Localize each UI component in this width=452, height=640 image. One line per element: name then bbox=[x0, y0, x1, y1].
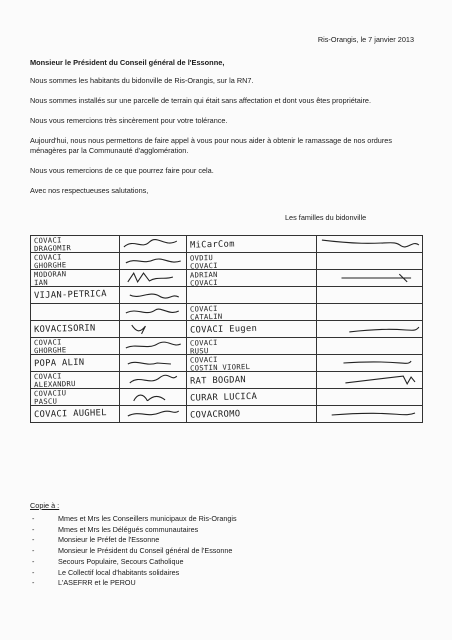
signature-cell bbox=[119, 338, 187, 355]
paragraph-5: Nous vous remercions de ce que pourrez faire pour cela. bbox=[30, 166, 214, 175]
signature-cell bbox=[317, 372, 423, 389]
signature-row bbox=[31, 389, 423, 406]
signature-mark bbox=[120, 389, 187, 405]
family-name-cell bbox=[187, 253, 317, 270]
copies-item: - Secours Populaire, Secours Catholique bbox=[30, 557, 237, 568]
copies-item: - Monsieur le Président du Conseil général de l'Essonne bbox=[30, 546, 237, 557]
handwritten-name: COVACIU PASCU bbox=[33, 388, 67, 407]
handwritten-name: POPA ALIN bbox=[33, 357, 85, 370]
signature-cell bbox=[119, 236, 187, 253]
letter-addressee: Monsieur le Président du Conseil général de l'Essonne, bbox=[30, 58, 225, 67]
paragraph-6: Avec nos respectueuses salutations, bbox=[30, 186, 149, 195]
signature-row bbox=[31, 355, 423, 372]
signature-row bbox=[31, 338, 423, 355]
signature-mark bbox=[120, 355, 187, 371]
handwritten-name: COVACI GHORGHE bbox=[33, 337, 67, 356]
signature-mark bbox=[120, 338, 187, 354]
family-name-cell bbox=[187, 270, 317, 287]
signature-mark bbox=[317, 406, 422, 422]
handwritten-name: OVDIU COVACI bbox=[190, 253, 219, 271]
family-name-cell bbox=[31, 304, 120, 321]
handwritten-name: KOVACISORIN bbox=[33, 323, 96, 336]
copies-item: - Mmes et Mrs les Conseillers municipaux de Ris-Orangis bbox=[30, 514, 237, 525]
handwritten-name: MODORAN IAN bbox=[33, 269, 67, 288]
signature-mark bbox=[317, 321, 422, 337]
signature-mark bbox=[120, 287, 187, 303]
family-name-cell bbox=[31, 355, 120, 372]
signature-mark bbox=[120, 236, 187, 252]
signature-row bbox=[31, 270, 423, 287]
family-name-cell bbox=[31, 287, 120, 304]
paragraph-1: Nous sommes les habitants du bidonville de Ris-Orangis, sur la RN7. bbox=[30, 76, 254, 85]
family-name-cell bbox=[31, 372, 120, 389]
handwritten-name: COVACI ALEXANDRU bbox=[33, 371, 76, 390]
handwritten-name bbox=[31, 311, 119, 313]
signature-mark bbox=[317, 270, 422, 286]
handwritten-name: COVACI COSTIN VIOREL bbox=[190, 354, 251, 373]
signature-mark bbox=[317, 372, 422, 388]
signature-cell bbox=[317, 406, 423, 423]
family-name-cell bbox=[187, 304, 317, 321]
copies-list bbox=[30, 514, 237, 589]
family-name-cell bbox=[187, 372, 317, 389]
copies-item: - L'ASEFRR et le PEROU bbox=[30, 578, 237, 589]
handwritten-name: CURAR LUCICA bbox=[190, 391, 258, 404]
handwritten-name: COVACI RUSU bbox=[190, 337, 219, 356]
signature-cell bbox=[317, 236, 423, 253]
family-name-cell bbox=[187, 355, 317, 372]
handwritten-name: MiCarCom bbox=[190, 239, 236, 251]
handwritten-name: COVACI Eugen bbox=[190, 323, 258, 336]
signature-cell bbox=[317, 338, 423, 355]
signature-mark bbox=[317, 236, 422, 252]
signatories-label: Les familles du bidonville bbox=[285, 213, 367, 222]
copies-title: Copie à : bbox=[30, 501, 60, 510]
signature-mark bbox=[120, 304, 187, 320]
signature-mark bbox=[120, 372, 187, 388]
copies-item: - Le Collectif local d'habitants solidaires bbox=[30, 568, 237, 579]
signature-cell bbox=[119, 304, 187, 321]
handwritten-name: COVACI CATALIN bbox=[190, 303, 223, 322]
handwritten-name: COVACI AUGHEL bbox=[33, 408, 107, 421]
signature-mark bbox=[317, 355, 422, 371]
family-name-cell bbox=[31, 236, 120, 253]
signature-table bbox=[30, 235, 423, 423]
signature-cell bbox=[317, 389, 423, 406]
paragraph-2: Nous sommes installés sur une parcelle de terrain qui était sans affectation et dont vous êtes propriétaire. bbox=[30, 96, 371, 105]
family-name-cell bbox=[187, 321, 317, 338]
signature-row bbox=[31, 406, 423, 423]
signature-mark bbox=[120, 270, 187, 286]
signature-cell bbox=[119, 389, 187, 406]
signature-mark bbox=[120, 321, 187, 337]
letter-date: Ris-Orangis, le 7 janvier 2013 bbox=[317, 35, 414, 44]
family-name-cell bbox=[31, 270, 120, 287]
family-name-cell bbox=[187, 389, 317, 406]
family-name-cell bbox=[31, 389, 120, 406]
handwritten-name: COVACI GHORGHE bbox=[33, 252, 67, 271]
family-name-cell bbox=[31, 406, 120, 423]
paragraph-4: Aujourd'hui, nous nous permettons de faire appel à vous pour nous aider à obtenir le ramassage de nos ordures ménagères par la Communauté d'agglomération. bbox=[30, 136, 393, 155]
family-name-cell bbox=[31, 321, 120, 338]
family-name-cell bbox=[187, 287, 317, 304]
signature-cell bbox=[119, 287, 187, 304]
signature-cell bbox=[119, 355, 187, 372]
handwritten-name: VIJAN-PETRICA bbox=[33, 289, 107, 302]
copies-item: - Monsieur le Préfet de l'Essonne bbox=[30, 535, 237, 546]
handwritten-name bbox=[187, 293, 316, 296]
handwritten-name: COVACI DRAGOMIR bbox=[33, 235, 72, 254]
handwritten-name: ADRIAN COVACI bbox=[190, 269, 219, 288]
signature-cell bbox=[119, 270, 187, 287]
copies-item: - Mmes et Mrs les Délégués communautaires bbox=[30, 525, 237, 536]
signature-cell bbox=[317, 304, 423, 321]
signature-mark bbox=[120, 406, 187, 422]
signature-cell bbox=[317, 253, 423, 270]
handwritten-name: RAT BOGDAN bbox=[190, 375, 247, 387]
paragraph-3: Nous vous remercions très sincèrement pour votre tolérance. bbox=[30, 116, 228, 125]
family-name-cell bbox=[31, 253, 120, 270]
family-name-cell bbox=[187, 338, 317, 355]
signature-cell bbox=[317, 287, 423, 304]
signature-cell bbox=[119, 321, 187, 338]
signature-row bbox=[31, 321, 423, 338]
handwritten-name: COVACROMO bbox=[190, 409, 241, 421]
signature-row bbox=[31, 236, 423, 253]
signature-row bbox=[31, 287, 423, 304]
family-name-cell bbox=[187, 236, 317, 253]
signature-row bbox=[31, 304, 423, 321]
signature-cell bbox=[317, 270, 423, 287]
signature-mark bbox=[120, 253, 187, 269]
signature-cell bbox=[317, 321, 423, 338]
signature-row bbox=[31, 253, 423, 270]
family-name-cell bbox=[187, 406, 317, 423]
signature-cell bbox=[317, 355, 423, 372]
signature-row bbox=[31, 372, 423, 389]
signature-cell bbox=[119, 406, 187, 423]
signature-cell bbox=[119, 372, 187, 389]
signature-cell bbox=[119, 253, 187, 270]
family-name-cell bbox=[31, 338, 120, 355]
